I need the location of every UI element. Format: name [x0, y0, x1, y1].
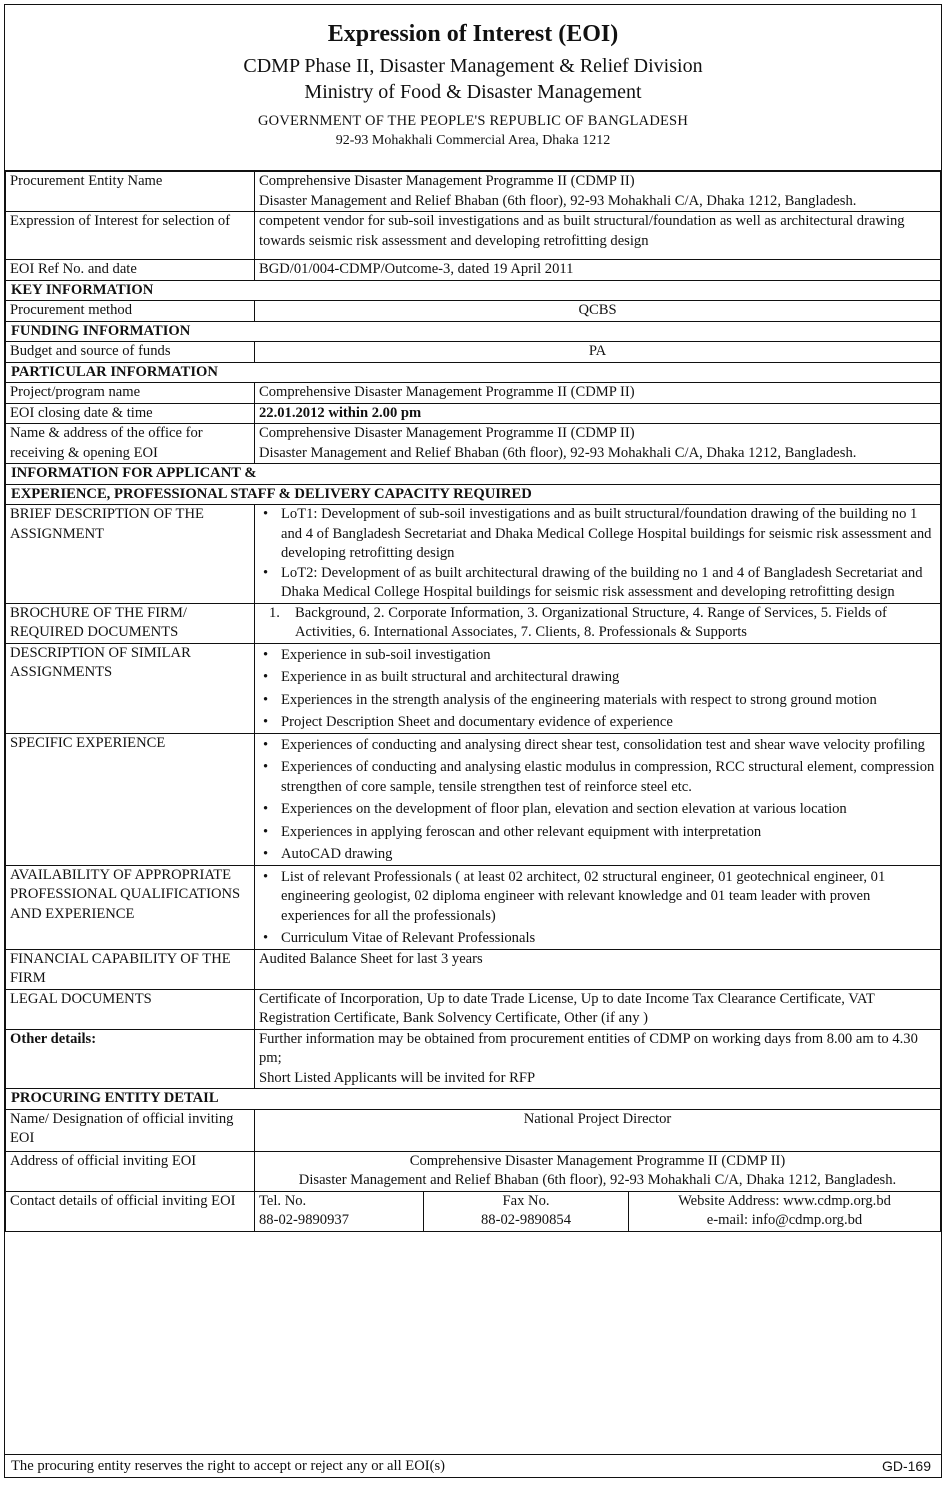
table-row — [6, 212, 941, 260]
list-item: • AutoCAD drawing — [281, 845, 936, 865]
table-row — [6, 1151, 941, 1191]
table-row — [6, 342, 941, 363]
row-label: Name/ Designation of official inviting EOI — [6, 1109, 255, 1151]
fax-label: Fax No. — [502, 1192, 550, 1209]
row-label: LEGAL DOCUMENTS — [6, 989, 255, 1029]
row-label: Expression of Interest for selection of — [6, 212, 255, 260]
table-row — [6, 301, 941, 322]
row-value — [255, 424, 941, 464]
entity-name: Comprehensive Disaster Management Programme II (CDMP II) — [259, 173, 635, 189]
row-label: DESCRIPTION OF SIMILAR ASSIGNMENTS — [6, 643, 255, 733]
government-line: GOVERNMENT OF THE PEOPLE'S REPUBLIC OF BANGLADESH — [258, 113, 688, 129]
other-details-text: Further information may be obtained from procurement entities of CDMP on working days from 8.00 am to 4.30 pm; — [259, 1030, 918, 1066]
procuring-detail-heading: PROCURING ENTITY DETAIL — [6, 1089, 941, 1110]
email-link[interactable]: e-mail: info@cdmp.org.bd — [706, 1212, 863, 1228]
table-row — [6, 643, 941, 733]
key-info-heading: KEY INFORMATION — [6, 280, 941, 301]
list-item: • Experiences of conducting and analysing elastic modulus in compression, RCC structural element, compression strengthen of core sample, tensile strengthen test of reinforce steel etc. — [281, 758, 936, 797]
office-name: Comprehensive Disaster Management Programme II (CDMP II) — [259, 425, 635, 441]
row-label: Procurement method — [6, 301, 255, 322]
office-address: Disaster Management and Relief Bhaban (6th floor), 92-93 Mohakhali C/A, Dhaka 1212, Bangladesh. — [259, 444, 857, 461]
shortlist-text: Short Listed Applicants will be invited for RFP — [259, 1069, 536, 1086]
row-label: AVAILABILITY OF APPROPRIATE PROFESSIONAL QUALIFICATIONS AND EXPERIENCE — [6, 865, 255, 949]
list-item: • Experiences in applying feroscan and other relevant equipment with interpretation — [281, 823, 936, 843]
list-item: • Curriculum Vitae of Relevant Professionals — [281, 929, 936, 949]
brief-list — [259, 505, 936, 603]
similar-list — [259, 646, 936, 733]
table-row — [6, 733, 941, 865]
tel-cell — [255, 1192, 424, 1231]
document-code: GD-169 — [881, 1458, 931, 1474]
row-label: Name & address of the office for receiving & opening EOI — [6, 424, 255, 464]
table-row — [6, 424, 941, 464]
row-label: Procurement Entity Name — [6, 172, 255, 212]
list-item: • Experiences in the strength analysis of the engineering materials with respect to strong ground motion — [281, 691, 936, 711]
row-value — [255, 505, 941, 604]
official-address: Disaster Management and Relief Bhaban (6th floor), 92-93 Mohakhali C/A, Dhaka 1212, Bangladesh. — [298, 1172, 897, 1188]
table-row — [6, 989, 941, 1029]
footer — [5, 1454, 941, 1477]
row-value — [255, 1151, 941, 1191]
row-value: BGD/01/004-CDMP/Outcome-3, dated 19 April 2011 — [255, 260, 941, 281]
list-item: • Experience in sub-soil investigation — [281, 646, 936, 666]
row-label: SPECIFIC EXPERIENCE — [6, 733, 255, 865]
row-value: 22.01.2012 within 2.00 pm — [255, 403, 941, 424]
table-row — [6, 383, 941, 404]
brochure-text: Background, 2. Corporate Information, 3. Organizational Structure, 4. Range of Services, 5. Fields of Activities, 6. International Associates, 7. Clients, 8. Professionals & Supports — [295, 604, 887, 640]
row-value: competent vendor for sub-soil investigations and as built structural/foundation as well as architectural drawing towards seismic risk assessment and developing retrofitting design — [255, 212, 941, 260]
experience-heading: EXPERIENCE, PROFESSIONAL STAFF & DELIVERY CAPACITY REQUIRED — [6, 484, 941, 505]
section-heading — [6, 1089, 941, 1110]
availability-list — [259, 868, 936, 949]
list-item: • List of relevant Professionals ( at least 02 architect, 02 structural engineer, 01 geotechnical engineer, 01 engineering geologist, 02 diploma engineer with relevant knowledge and 01 team leader with proven experiences for all the professionals) — [281, 868, 936, 927]
particular-info-heading: PARTICULAR INFORMATION — [6, 362, 941, 383]
list-item — [259, 604, 936, 643]
row-value — [255, 865, 941, 949]
website-link[interactable]: Website Address: www.cdmp.org.bd — [678, 1192, 891, 1209]
list-item: • Project Description Sheet and documentary evidence of experience — [281, 713, 936, 733]
official-org: Comprehensive Disaster Management Programme II (CDMP II) — [409, 1152, 786, 1169]
eoi-document — [4, 4, 942, 1478]
eoi-table — [5, 171, 941, 1232]
contact-subtable — [255, 1192, 940, 1231]
tel-value: 88-02-9890937 — [259, 1212, 349, 1228]
table-row — [6, 1109, 941, 1151]
row-label: FINANCIAL CAPABILITY OF THE FIRM — [6, 949, 255, 989]
row-value — [255, 643, 941, 733]
row-value: Audited Balance Sheet for last 3 years — [255, 949, 941, 989]
section-heading — [6, 464, 941, 485]
fax-cell — [424, 1192, 629, 1231]
list-item: • Experiences on the development of floor plan, elevation and section elevation at various location — [281, 800, 936, 820]
row-label: Address of official inviting EOI — [6, 1151, 255, 1191]
table-row — [6, 403, 941, 424]
address-line: 92-93 Mohakhali Commercial Area, Dhaka 1212 — [335, 133, 611, 148]
row-label: EOI closing date & time — [6, 403, 255, 424]
row-value — [255, 603, 941, 643]
row-value — [255, 172, 941, 212]
row-value — [255, 733, 941, 865]
footer-note: The procuring entity reserves the right to accept or reject any or all EOI(s) — [11, 1458, 445, 1474]
section-heading — [6, 321, 941, 342]
row-label: Contact details of official inviting EOI — [6, 1191, 255, 1231]
specific-list — [259, 736, 936, 865]
row-value: PA — [255, 342, 941, 363]
table-row — [6, 1029, 941, 1089]
ministry-line: Ministry of Food & Disaster Management — [304, 81, 642, 103]
row-label: Project/program name — [6, 383, 255, 404]
row-value: National Project Director — [255, 1109, 941, 1151]
document-header — [5, 5, 941, 171]
table-row — [6, 1191, 941, 1231]
applicant-info-heading: INFORMATION FOR APPLICANT & — [6, 464, 941, 485]
row-label: EOI Ref No. and date — [6, 260, 255, 281]
division-line: CDMP Phase II, Disaster Management & Relief Division — [243, 55, 703, 77]
list-number: 1. — [269, 604, 280, 621]
table-row — [6, 949, 941, 989]
list-item: • Experiences of conducting and analysing direct shear test, consolidation test and shear wave velocity profiling — [281, 736, 936, 756]
row-value: Comprehensive Disaster Management Programme II (CDMP II) — [255, 383, 941, 404]
row-value — [255, 1191, 941, 1231]
list-item: • LoT2: Development of as built architectural drawing of the building no 1 and 4 of Bangladesh Secretariat and Dhaka Medical College Hospital buildings for seismic risk assessment and developing retrofitting design — [281, 564, 936, 603]
table-row — [6, 172, 941, 212]
list-item: • LoT1: Development of sub-soil investigations and as built structural/foundation drawing of the building no 1 and 4 of Bangladesh Secretariat and Dhaka Medical College Hospital buildings for seismic risk assessment and developing retrofitting design — [281, 505, 936, 564]
row-value: Certificate of Incorporation, Up to date Trade License, Up to date Income Tax Clearance Certificate, VAT Registration Certificate, Bank Solvency Certificate, Other (if any ) — [255, 989, 941, 1029]
document-title: Expression of Interest (EOI) — [327, 21, 619, 47]
row-label: BRIEF DESCRIPTION OF THE ASSIGNMENT — [6, 505, 255, 604]
row-label: Budget and source of funds — [6, 342, 255, 363]
row-label: BROCHURE OF THE FIRM/ REQUIRED DOCUMENTS — [6, 603, 255, 643]
fax-value: 88-02-9890854 — [481, 1212, 571, 1228]
table-row — [6, 505, 941, 604]
row-value — [255, 1029, 941, 1089]
section-heading — [6, 484, 941, 505]
table-row — [6, 865, 941, 949]
section-heading — [6, 280, 941, 301]
list-item: • Experience in as built structural and architectural drawing — [281, 668, 936, 688]
row-value: QCBS — [255, 301, 941, 322]
table-row — [6, 260, 941, 281]
table-row — [6, 603, 941, 643]
web-cell — [629, 1192, 941, 1231]
funding-info-heading: FUNDING INFORMATION — [6, 321, 941, 342]
entity-address: Disaster Management and Relief Bhaban (6th floor), 92-93 Mohakhali C/A, Dhaka 1212, Bangladesh. — [259, 192, 857, 209]
row-label: Other details: — [6, 1029, 255, 1089]
tel-label: Tel. No. — [259, 1192, 307, 1209]
section-heading — [6, 362, 941, 383]
